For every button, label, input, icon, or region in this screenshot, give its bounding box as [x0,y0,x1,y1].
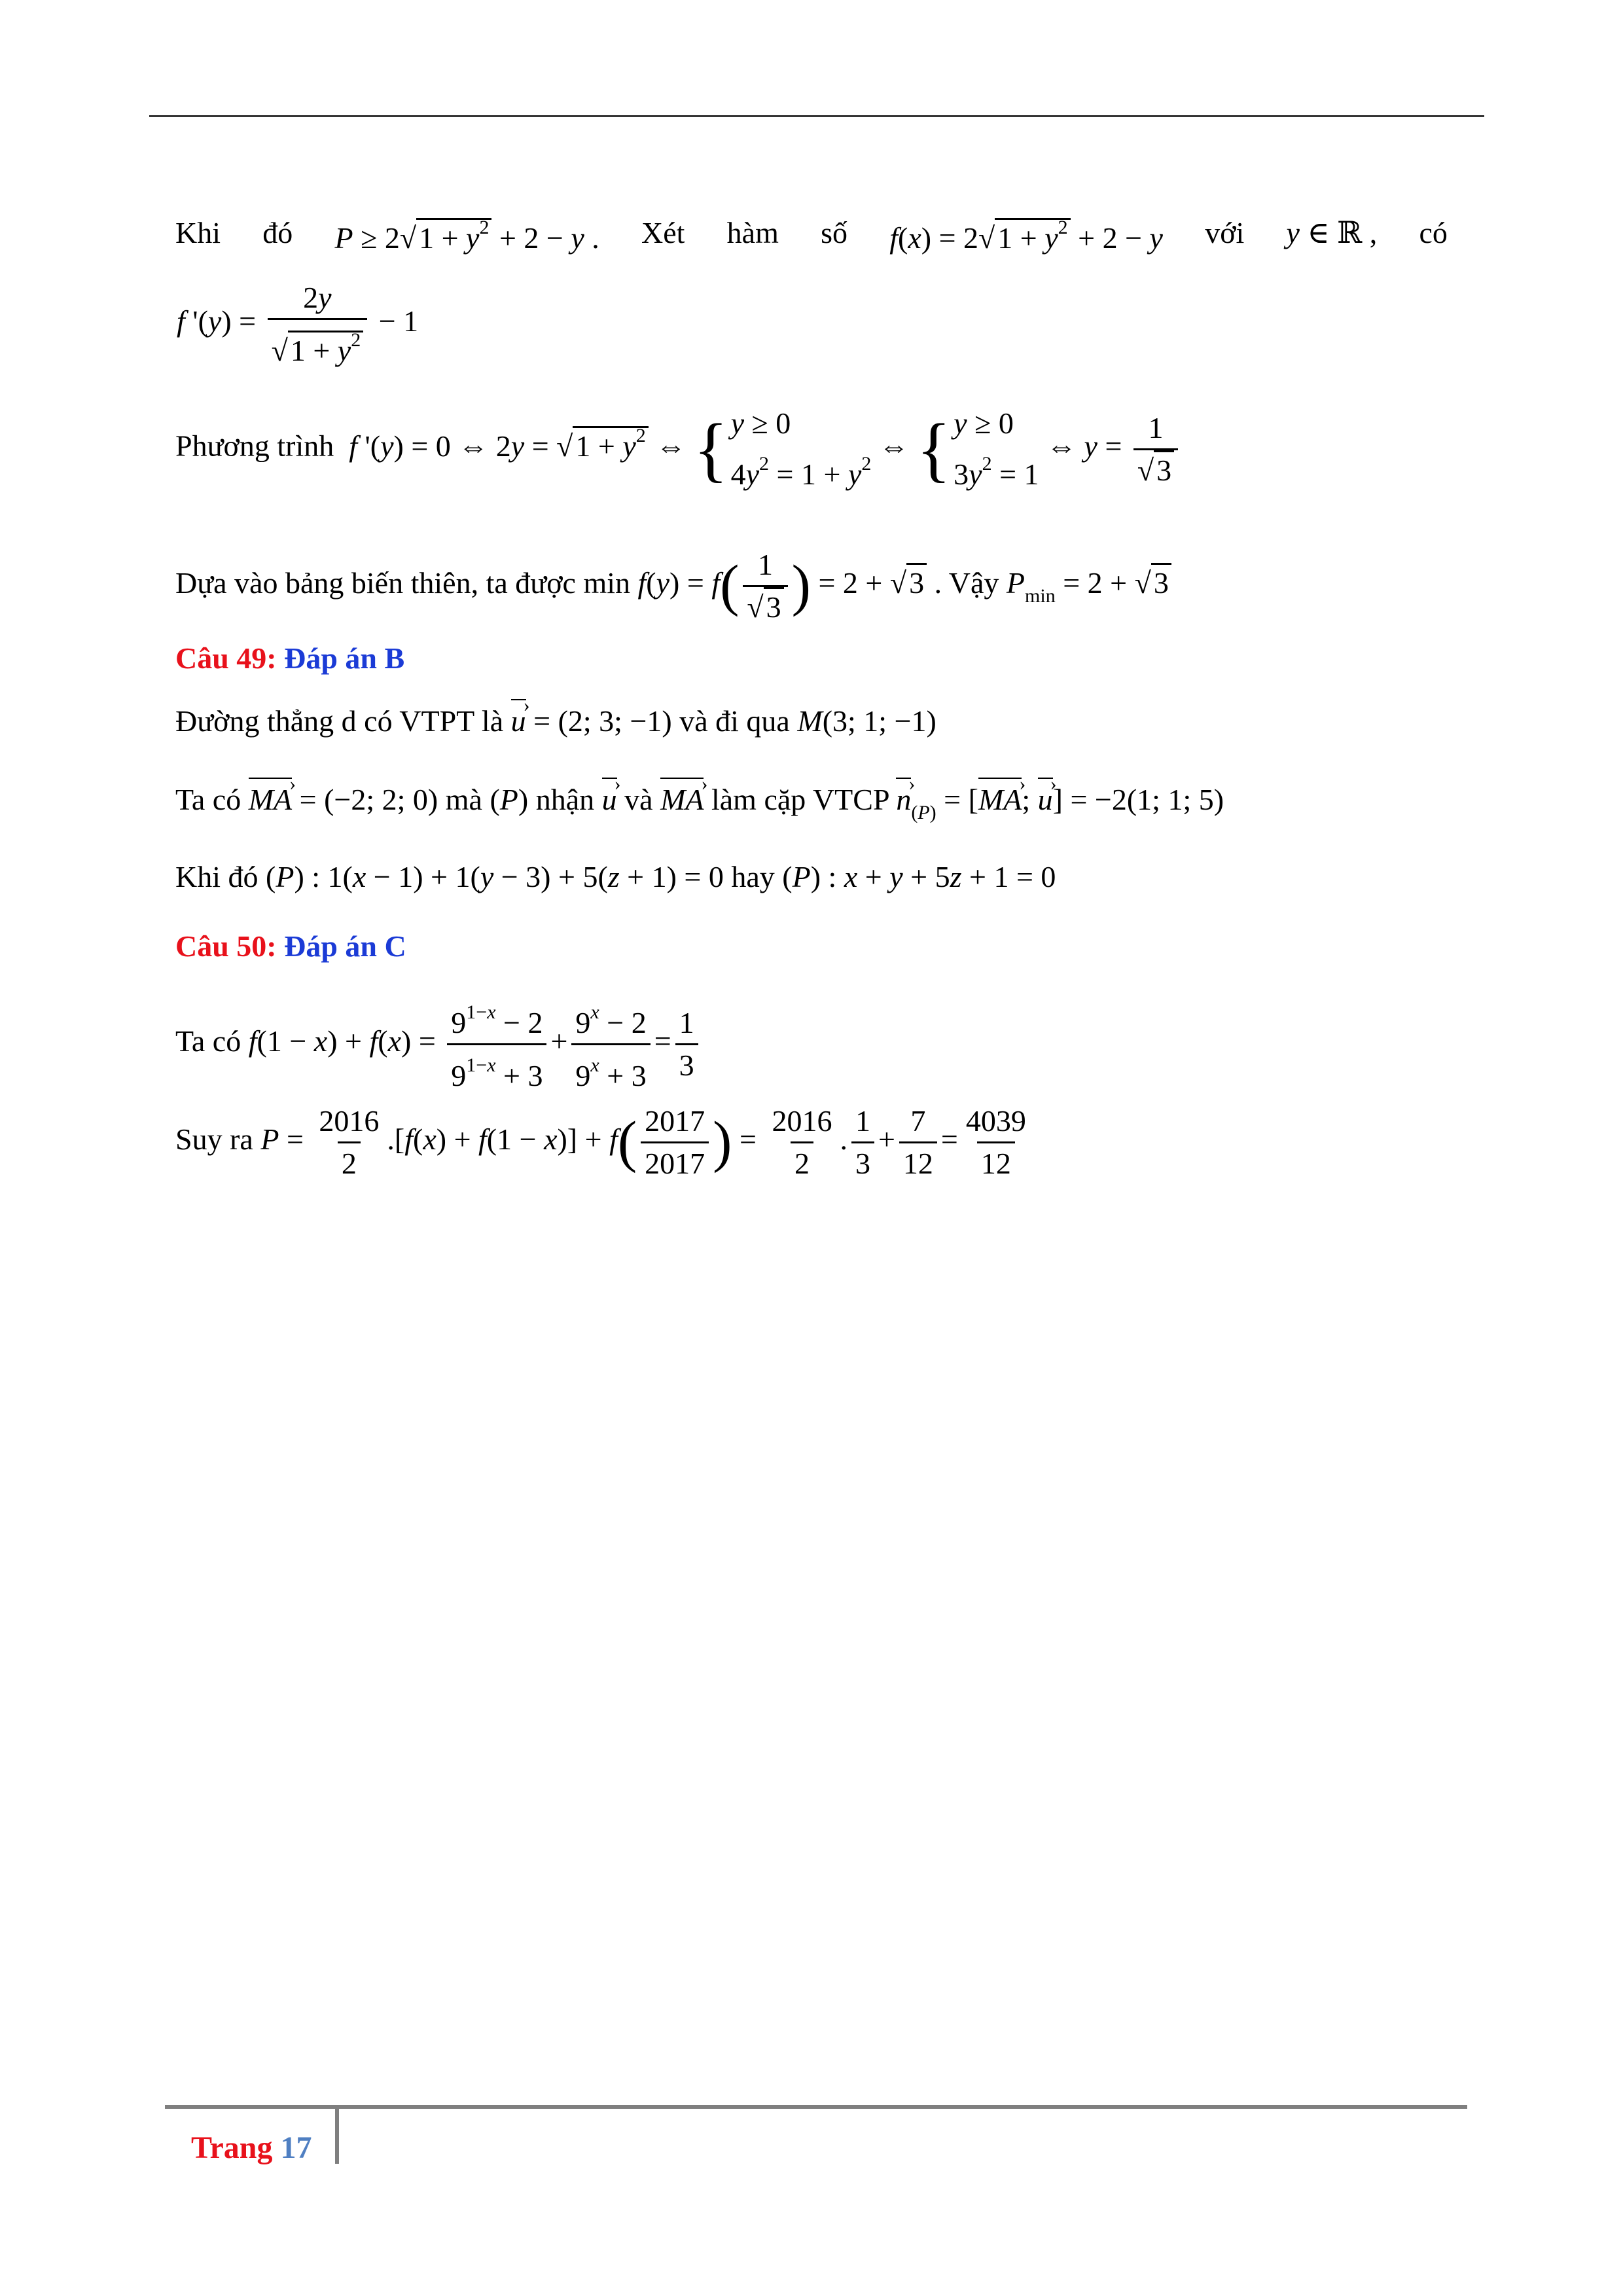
page-number [191,2130,312,2166]
question-50-answer: Đáp án C [284,929,406,963]
page-value: 17 [280,2130,312,2165]
math-equation-chain: f '(y) = 0 ⇔ $2y = √1 + y^2$ ⇔ { y ≥ 0 $4y^2 = 1 + y^2$ ⇔ { y ≥ 0 $3y^2 = 1$ ⇔ y = $\frac{1}{√3}$ [342,429,1182,463]
math-normal-vector: n $›_{(P)} = [MA$ ›; u ›] = −2(1; 1; 5) [896,783,1224,816]
math-plane-p: (P) [490,783,529,816]
question-49-heading [175,639,404,678]
text-line-1 [175,208,1448,258]
math-plane-eq-1: (P) : 1(x − 1) + 1(y − 3) + 5(z + 1) = 0 [266,860,724,893]
math-result-p: P = $\frac{2016}{2}$ .[f(x) + f(1 − x)] + f( $\frac{2017}{2017}$ ) = $\frac{2016}{2}$ . $\frac{1}{3}$ + $\frac{7}{12}$ = $\frac{4039}{12}$ [260,1104,1026,1180]
text-line-50a [175,995,702,1094]
math-vec-u-ref: u › [602,780,617,819]
text-line-50b [175,1103,1034,1181]
math-derivative: f '(y) = $\frac{2y}{√1 + y^2}$ − 1 [177,281,419,367]
word-khi-do: Khi đó [175,860,259,893]
word-min: min [583,566,631,600]
math-function-fx: $f(x) = 2√1 + y^2 + 2 - y$ [889,217,1163,255]
text-line-49a [175,702,936,741]
question-50-label: Câu 50: [175,929,277,963]
text-duong-thang: Đường thẳng d có VTPT là [175,704,504,738]
word-hay: hay [731,860,775,893]
text-line-minimum [175,547,1171,625]
word-do: đó [262,216,293,249]
word-va: và [624,783,653,816]
word-xet: Xét [641,216,685,249]
text-line-49c [175,857,1056,897]
word-ham: hàm [726,216,779,249]
math-sum-f: f(1 − x) + f(x) = $\frac{9^{1-x} - 2}{9^{1-x} + 3}$ + $\frac{9^x - 2}{9^x + 3}$ = $\frac{1}{3}$ [249,1024,702,1058]
math-vector-u: u › = (2; 3; −1) [511,704,672,738]
math-vec-ma-ref: MA › [660,780,704,819]
header-rule [149,115,1484,117]
footer-rule [165,2105,1467,2109]
word-so: số [821,216,847,249]
text-bang-bien-thien: Dựa vào bảng biến thiên, ta được [175,566,576,600]
word-suy-ra: Suy ra [175,1122,253,1157]
word-ma: mà [445,783,482,816]
math-p-min: $P_{min} = 2 + √3$ [1007,566,1171,600]
math-minimum-value: f(y) = f( $\frac{1}{√3}$ ) = 2 + √3 [638,566,927,600]
word-nhan: nhận [535,783,595,816]
word-ta-co: Ta có [175,783,241,816]
word-phuong-trinh: Phương trình [175,429,334,463]
math-vector-ma: MA › = (−2; 2; 0) [249,783,438,816]
question-50-heading [175,927,406,966]
word-co: có [1419,216,1448,249]
math-point-m: M(3; 1; −1) [797,704,936,738]
math-inequality-p: $P \ge 2√1 + y^2 + 2 - y$ . [334,217,599,255]
question-49-label: Câu 49: [175,641,277,675]
question-49-answer: Đáp án B [284,641,405,675]
text-lam-cap-vtcp: làm cặp VTCP [711,783,889,816]
text-di-qua: và đi qua [679,704,790,738]
page-label: Trang [191,2130,273,2165]
word-voi: với [1205,216,1245,249]
word-khi: Khi [175,216,221,249]
math-domain: y ∈ ℝ , [1286,216,1378,249]
text-line-equation [175,403,1182,495]
math-plane-eq-2: (P) : x + y + 5z + 1 = 0 [782,860,1056,893]
word-ta-co-50: Ta có [175,1024,241,1058]
footer-divider [335,2105,339,2164]
text-line-49b [175,780,1224,833]
word-vay: . Vậy [934,566,999,600]
